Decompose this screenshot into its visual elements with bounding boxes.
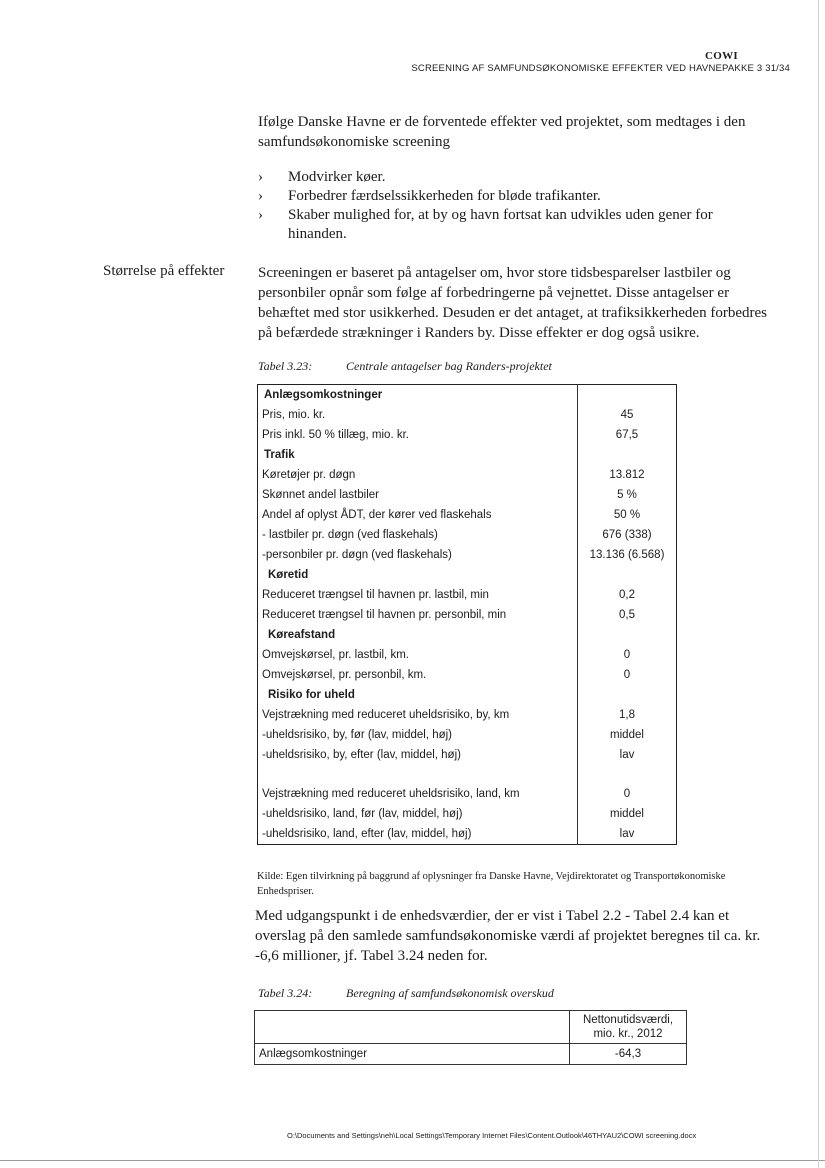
- row-value: 67,5: [615, 429, 639, 441]
- list-item: [258, 206, 768, 244]
- page-number: 31/34: [765, 63, 790, 74]
- row-value: [578, 765, 677, 784]
- table-row: [258, 465, 677, 485]
- row-label: Anlægsomkostninger: [255, 1044, 570, 1065]
- intro-paragraph: Ifølge Danske Havne er de forventede effekter ved projektet, som medtages i den samfundsøkonomiske screening: [258, 114, 746, 150]
- bullet-marker: ›: [258, 169, 263, 185]
- table-row: [258, 585, 677, 605]
- body-paragraph-2: Med udgangspunkt i de enhedsværdier, der er vist i Tabel 2.2 - Tabel 2.4 kan et overslag på den samlede samfundsøkonomiske værdi af projektet beregnes til ca. kr. -6,6 millioner, jf. Tabel 3.24 neden for.: [255, 908, 761, 964]
- section-heading: Trafik: [258, 445, 578, 465]
- row-label: Omvejskørsel, pr. personbil, km.: [258, 665, 578, 685]
- row-label: Reduceret trængsel til havnen pr. lastbil, min: [258, 585, 578, 605]
- table-row: [258, 804, 677, 824]
- row-value: 5 %: [617, 489, 637, 501]
- row-label: [258, 765, 578, 784]
- scan-edge-line: [818, 0, 819, 1168]
- row-label: -personbiler pr. døgn (ved flaskehals): [258, 545, 578, 565]
- row-label: Andel af oplyst ÅDT, der kører ved flaskehals: [258, 505, 578, 525]
- row-value: 0: [623, 669, 631, 681]
- row-value: 0: [623, 649, 631, 661]
- row-label: - lastbiler pr. døgn (ved flaskehals): [258, 525, 578, 545]
- table-caption-3-24: [258, 986, 554, 1001]
- surplus-table: [254, 1010, 687, 1065]
- row-label: Vejstrækning med reduceret uheldsrisiko, land, km: [258, 784, 578, 804]
- row-value: [578, 385, 677, 406]
- table-row: [258, 745, 677, 765]
- table-section-row: [258, 445, 677, 465]
- table-source-note: Kilde: Egen tilvirkning på baggrund af oplysninger fra Danske Havne, Vejdirektoratet og Transportøkonomiske Enhedspriser.: [257, 871, 726, 897]
- table-row: [258, 605, 677, 625]
- table-caption-text: Beregning af samfundsøkonomisk overskud: [346, 986, 554, 1000]
- row-value: middel: [610, 808, 644, 820]
- row-label: Reduceret trængsel til havnen pr. personbil, min: [258, 605, 578, 625]
- bullet-marker: ›: [258, 207, 263, 223]
- table-header-empty: [255, 1011, 570, 1044]
- row-value: 13.136 (6.568): [589, 549, 665, 561]
- row-value: 13.812: [609, 469, 645, 481]
- row-value: middel: [610, 729, 644, 741]
- row-value: lav: [619, 828, 635, 840]
- row-value: [578, 445, 677, 465]
- row-label: Køretøjer pr. døgn: [258, 465, 578, 485]
- list-item-text: Forbedrer færdselssikkerheden for bløde trafikanter.: [288, 188, 601, 204]
- table-header-row: [255, 1011, 687, 1044]
- table-row: [258, 705, 677, 725]
- row-label: -uheldsrisiko, land, før (lav, middel, høj): [258, 804, 578, 824]
- row-value: 0: [623, 788, 631, 800]
- row-value: 45: [620, 409, 634, 421]
- section-heading: Risiko for uheld: [258, 685, 578, 705]
- list-item-text: Modvirker køer.: [288, 169, 386, 185]
- side-heading: Størrelse på effekter: [103, 263, 225, 279]
- table-row: [258, 505, 677, 525]
- table-section-row: [258, 385, 677, 406]
- row-value: [578, 625, 677, 645]
- section-heading: Køretid: [258, 565, 578, 585]
- table-row: [255, 1044, 687, 1065]
- table-header-value: [570, 1011, 687, 1044]
- running-header: [411, 63, 790, 74]
- table-row: [258, 425, 677, 445]
- row-value: 1,8: [619, 709, 635, 721]
- row-value: 0,5: [619, 609, 635, 621]
- row-value: 50 %: [613, 509, 641, 521]
- running-title: SCREENING AF SAMFUNDSØKONOMISKE EFFEKTER VED HAVNEPAKKE 3: [411, 63, 763, 74]
- assumptions-table: [257, 384, 677, 845]
- row-label: Omvejskørsel, pr. lastbil, km.: [258, 645, 578, 665]
- table-caption-text: Centrale antagelser bag Randers-projektet: [346, 359, 552, 373]
- table-row: [258, 525, 677, 545]
- row-value: 676 (338): [602, 529, 652, 541]
- table-row: [258, 665, 677, 685]
- effects-list: [258, 168, 768, 244]
- header-line-2: mio. kr., 2012: [593, 1028, 663, 1040]
- row-label: Pris inkl. 50 % tillæg, mio. kr.: [258, 425, 578, 445]
- table-row: [258, 545, 677, 565]
- table-row: [258, 645, 677, 665]
- list-item: [258, 187, 768, 206]
- table-caption-number: Tabel 3.24:: [258, 986, 313, 1000]
- list-item: [258, 168, 768, 187]
- table-row: [258, 725, 677, 745]
- row-label: -uheldsrisiko, land, efter (lav, middel, høj): [258, 824, 578, 845]
- table-caption-3-23: [258, 359, 552, 374]
- table-section-row: [258, 685, 677, 705]
- section-heading: Køreafstand: [258, 625, 578, 645]
- table-row: [258, 784, 677, 804]
- header-line-1: Nettonutidsværdi,: [582, 1014, 674, 1026]
- assumptions-table-body: [258, 385, 677, 845]
- table-caption-number: Tabel 3.23:: [258, 359, 313, 373]
- surplus-table-body: [255, 1044, 687, 1065]
- row-label: Pris, mio. kr.: [258, 405, 578, 425]
- list-item-text: Skaber mulighed for, at by og havn fortsat kan udvikles uden gener for hinanden.: [288, 207, 713, 242]
- row-label: Vejstrækning med reduceret uheldsrisiko, by, km: [258, 705, 578, 725]
- body-paragraph-1: Screeningen er baseret på antagelser om, hvor store tidsbesparelser lastbiler og personbiler opnår som følge af forbedringerne på vejnettet. Disse antagelser er behæftet med stor usikkerhed. Desuden er det antaget, at trafiksikkerheden forbedres på befærdede strækninger i Randers by. Disse effekter er dog også usikre.: [258, 265, 767, 341]
- footer-file-path: O:\Documents and Settings\neh\Local Settings\Temporary Internet Files\Content.Outlook\46THYAU2\COWI screening.docx: [287, 1131, 697, 1140]
- table-row: [258, 405, 677, 425]
- table-row: [258, 485, 677, 505]
- page-bottom-rule: [0, 1160, 825, 1161]
- row-value: lav: [619, 749, 635, 761]
- row-label: -uheldsrisiko, by, før (lav, middel, høj): [258, 725, 578, 745]
- table-row: [258, 824, 677, 845]
- table-row: [258, 765, 677, 784]
- row-label: Skønnet andel lastbiler: [258, 485, 578, 505]
- section-heading: Anlægsomkostninger: [258, 385, 578, 406]
- table-section-row: [258, 565, 677, 585]
- row-value: [578, 565, 677, 585]
- bullet-marker: ›: [258, 188, 263, 204]
- table-section-row: [258, 625, 677, 645]
- company-logo: COWI: [705, 50, 738, 62]
- row-label: -uheldsrisiko, by, efter (lav, middel, høj): [258, 745, 578, 765]
- row-value: [578, 685, 677, 705]
- row-value: -64,3: [570, 1044, 687, 1065]
- row-value: 0,2: [619, 589, 635, 601]
